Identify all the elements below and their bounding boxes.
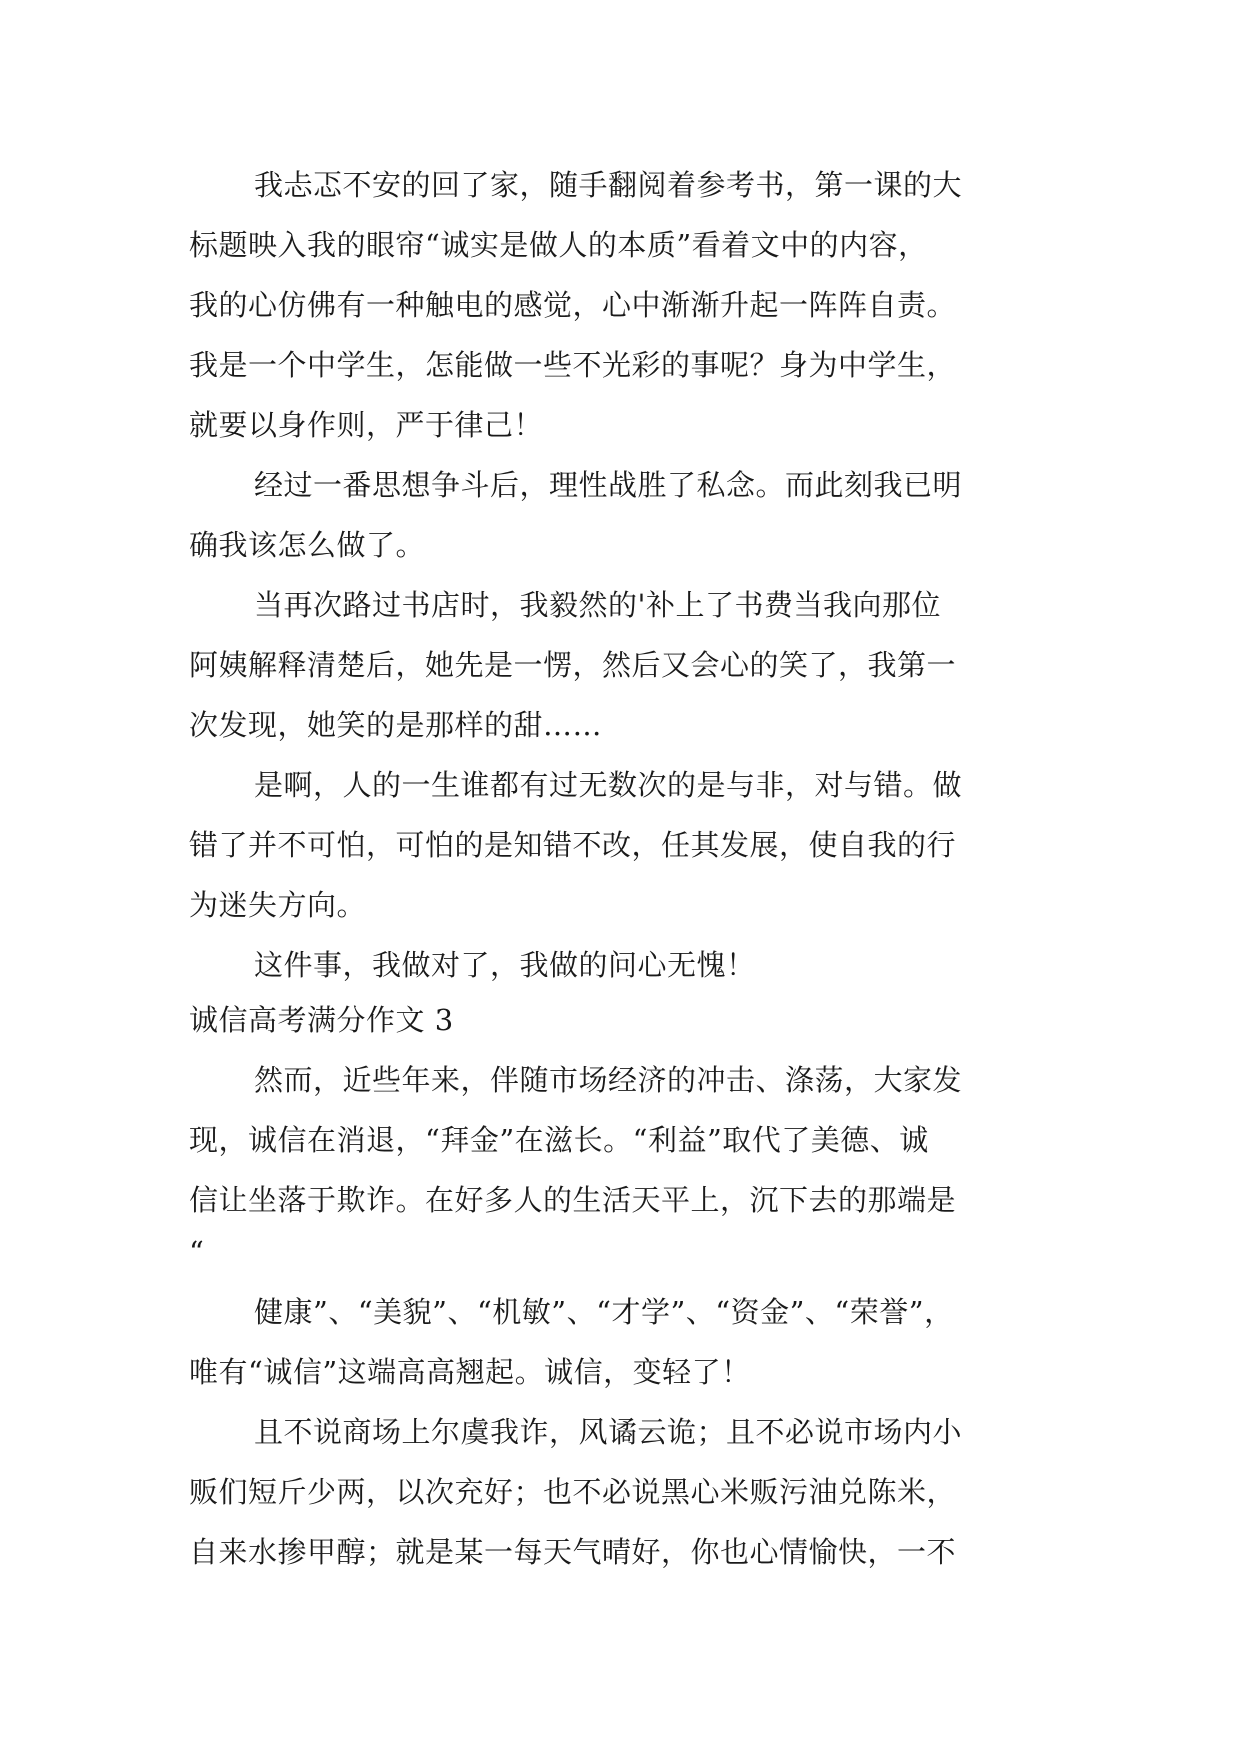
text-line: 贩们短斤少两，以次充好；也不必说黑心米贩污油兑陈米， (189, 1475, 957, 1509)
text-line: 健康”、“美貌”、“机敏”、“才学”、“资金”、“荣誉”， (254, 1295, 954, 1329)
text-line: 就要以身作则，严于律己！ (189, 408, 544, 442)
text-line: 然而，近些年来，伴随市场经济的冲击、涤荡，大家发 (254, 1063, 963, 1097)
text-line: 次发现，她笑的是那样的甜…… (189, 708, 603, 742)
text-line: 标题映入我的眼帘“诚实是做人的本质”看着文中的内容， (189, 228, 928, 262)
text-line: 我是一个中学生，怎能做一些不光彩的事呢？身为中学生， (189, 348, 957, 382)
text-line: 这件事，我做对了，我做的问心无愧！ (254, 948, 756, 982)
text-line: 自来水掺甲醇；就是某一每天气晴好，你也心情愉快，一不 (189, 1535, 957, 1569)
text-line: 为迷失方向。 (189, 888, 367, 922)
text-line: 确我该怎么做了。 (189, 528, 426, 562)
text-line: 阿姨解释清楚后，她先是一愣，然后又会心的笑了，我第一 (189, 648, 957, 682)
section-heading: 诚信高考满分作文 3 (189, 1003, 454, 1037)
text-line: 错了并不可怕，可怕的是知错不改，任其发展，使自我的行 (189, 828, 957, 862)
text-line: 我的心仿佛有一种触电的感觉，心中渐渐升起一阵阵自责。 (189, 288, 957, 322)
text-line: 信让坐落于欺诈。在好多人的生活天平上，沉下去的那端是 (189, 1183, 957, 1217)
text-line: 当再次路过书店时，我毅然的'补上了书费当我向那位 (254, 588, 941, 622)
text-line: 且不说商场上尔虞我诈，风谲云诡；且不必说市场内小 (254, 1415, 963, 1449)
text-line: 是啊，人的一生谁都有过无数次的是与非，对与错。做 (254, 768, 963, 802)
text-line: 唯有“诚信”这端高高翘起。诚信，变轻了！ (189, 1355, 751, 1389)
text-line: 经过一番思想争斗后，理性战胜了私念。而此刻我已明 (254, 468, 963, 502)
text-line: 我忐忑不安的回了家，随手翻阅着参考书，第一课的大 (254, 168, 963, 202)
text-line: “ (189, 1235, 205, 1269)
text-line: 现，诚信在消退，“拜金”在滋长。“利益”取代了美德、诚 (189, 1123, 929, 1157)
